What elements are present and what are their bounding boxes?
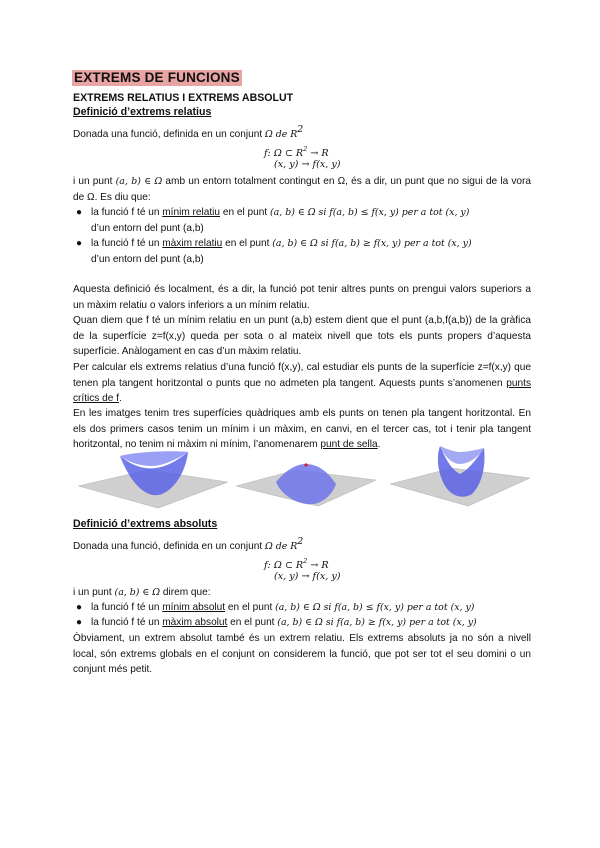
- function-mapping-2: f: Ω ⊂ $R^2 \to R$: [264, 557, 329, 571]
- bullet-icon: ●: [76, 238, 83, 249]
- section-heading-relative: Definició d’extrems relatius: [73, 106, 212, 118]
- bullet-icon: ●: [76, 617, 83, 628]
- intro-absolute: Donada una funció, definida en un conjunt Ω de $R^2$: [73, 536, 304, 552]
- term-critical-points: punts crítics de f: [73, 377, 531, 404]
- subtitle: EXTREMS RELATIUS I EXTREMS ABSOLUT: [73, 92, 294, 104]
- function-assign-1: (x, y) → f(x, y): [274, 159, 341, 170]
- term-min-relative: mínim relatiu: [162, 207, 221, 218]
- surface-minimum-image: [78, 448, 228, 510]
- surface-maximum-image: [236, 448, 376, 510]
- critical-point-marker: [304, 463, 307, 466]
- function-mapping-1: f: Ω ⊂ $R^2 \to R$: [264, 145, 329, 159]
- paragraph-critical-points: Per calcular els extrems relatius d’una funció f(x,y), cal estudiar els punts de la superfície z=f(x,y) que tenen pla tangent horitzontal o punts que no admeten pla tangent. Aquests punts s’anomenen punts crítics de f.: [73, 362, 531, 404]
- page-title: EXTREMS DE FUNCIONS: [74, 70, 240, 85]
- paragraph-absolute: Òbviament, un extrem absolut també és un extrem relatiu. Els extrems absoluts ja no són a nivell local, són extrems globals en el conjunt on considerem la funció, que pot ser tot el seu domini o un conjunt més petit.: [73, 633, 531, 675]
- point-definition-absolute: i un punt (a, b) ∈ Ω direm que:: [73, 587, 211, 598]
- bullet-icon: ●: [76, 207, 83, 218]
- bullet-icon: ●: [76, 602, 83, 613]
- intro-relative: Donada una funció, definida en un conjunt Ω de $R^2$: [73, 124, 304, 140]
- paragraph-minimum-meaning: Quan diem que f té un mínim relatiu en un punt (a,b) estem dient que el punt (a,b,f(a,b)) de la gràfica de la superfície z=f(x,y) queda per sota o al mateix nivell que tots els punts propers d’aquesta superfície. Anàlogament en cas d’un màxim relatiu.: [73, 315, 531, 357]
- term-saddle-point: punt de sella: [320, 439, 378, 450]
- paragraph-locality: Aquesta definició és localment, és a dir, la funció pot tenir altres punts on prengui valors superiors a un màxim relatiu o valors inferiors a un mínim relatiu.: [73, 284, 531, 311]
- surface-saddle-image: [390, 440, 530, 510]
- term-min-absolute: mínim absolut: [162, 602, 226, 613]
- function-assign-2: (x, y) → f(x, y): [274, 571, 341, 582]
- point-definition-relative: i un punt (a, b) ∈ Ω amb un entorn totalment contingut en Ω, és a dir, un punt que no sigui de la vora de Ω. Es diu que:: [73, 176, 531, 203]
- paragraph-surfaces: En les imatges tenim tres superfícies quàdriques amb els punts on tenen pla tangent horitzontal. En els dos primers casos tenim un mínim i un màxim, en canvi, en el tercer cas, tot i tenir pla tangent horitzontal, no tenim ni màxim ni mínim, l’anomenarem punt de sella.: [73, 408, 531, 450]
- term-max-absolute: màxim absolut: [162, 617, 228, 628]
- section-heading-absolute: Definició d’extrems absoluts: [73, 518, 218, 530]
- term-max-relative: màxim relatiu: [162, 238, 223, 249]
- document-page: EXTREMS DE FUNCIONS EXTREMS RELATIUS I EXTREMS ABSOLUT Definició d’extrems relatius Donada una funció, definida en un conjunt Ω de $R^2$ f: Ω ⊂ $R^2 \to R$ (x, y) → f(x, y) i un punt (a, b) ∈ Ω amb un entorn totalment contingut en Ω, és a dir, un punt que no sigui de la vora de Ω. Es diu que: ● la funció f té un mínim relatiu en el punt (a, b) ∈ Ω si f(a, b) ≤ f(x, y) per a tot (x, y) d’un entorn del punt (a,b) ● la funció f té un màxim relatiu en el punt (a, b) ∈ Ω si f(a, b) ≥ f(x, y) per a tot (x, y) d’un entorn del punt (a,b) Aquesta definició és localment, és a dir, la funció pot tenir altres punts on prengui valors superiors a un màxim relatiu o valors inferiors a un mínim relatiu. Quan diem que f té un mínim relatiu en un punt (a,b) estem dient que el punt (a,b,f(a,b)) de la gràfica de la superfície z=f(x,y) queda per sota o al mateix nivell que tots els punts propers d’aquesta superfície. Anàlogament en cas d’un màxim relatiu. Per calcular els extrems relatius d’una funció f(x,y), cal estudiar els punts de la superfície z=f(x,y) que tenen pla tangent horitzontal o punts que no admeten pla tangent. Aquests punts s’anomenen punts crítics de f. En les imatges tenim tres superfícies quàdriques amb els punts on tenen pla tangent horitzontal. En els dos primers casos tenim un mínim i un màxim, en canvi, en el tercer cas, tot i tenir pla tangent horitzontal, no tenim ni màxim ni mínim, l’anomenarem punt de sella. Definició d’extrems absoluts Donada una funció, definida en un conjunt Ω de $R^2$ f: Ω ⊂ $R^2 \to R$ (x, y) → f(x, y) i un punt (a, b) ∈ Ω direm que: ● la funció f té un mínim absolut en el punt (a, b) ∈ Ω si f(a, b) ≤ f(x, y) per a tot (x, y) ● la funció f té un màxim absolut en el punt (a, b) ∈ Ω si f(a, b) ≥ f(x, y) per a tot (x, y) Òbviament, un extrem absolut també és un extrem relatiu. Els extrems absoluts ja no són a nivell local, són extrems globals en el conjunt on considerem la funció, que pot ser tot el seu domini o un conjunt més petit.: [0, 0, 600, 848]
